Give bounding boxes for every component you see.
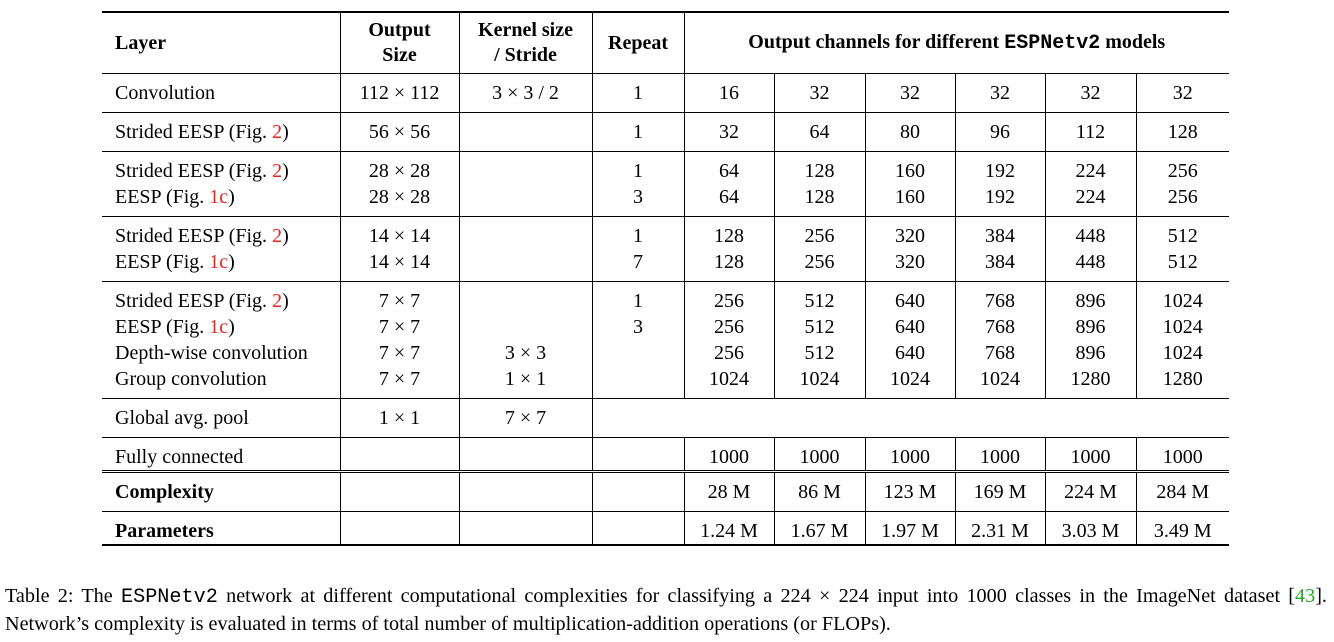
channels-cell: 1000 — [1045, 438, 1136, 472]
layer-cell: Strided EESP (Fig. 2) — [102, 152, 340, 185]
channels-cell: 224 M — [1045, 472, 1136, 512]
repeat-cell — [592, 512, 684, 546]
channels-cell: 1024 — [1162, 316, 1203, 338]
repeat-cell — [592, 472, 684, 512]
channels-cell: 96 — [955, 113, 1045, 152]
layer-cell: EESP (Fig. 1c) — [102, 249, 340, 282]
channels-cell: 123 M — [865, 472, 955, 512]
figure-ref-link[interactable]: 2 — [272, 225, 283, 247]
repeat-cell — [592, 366, 684, 399]
layer-cell: Group convolution — [102, 366, 340, 399]
kernel-stride-cell — [459, 282, 592, 315]
channels-cell: 192 — [955, 152, 1045, 185]
table-row — [102, 217, 1229, 250]
channels-cell: 32 — [955, 74, 1045, 113]
channels-cell: 80 — [865, 113, 955, 152]
channels-cell: 1024 — [955, 366, 1045, 399]
figure-ref-link[interactable]: 1c — [209, 251, 229, 273]
figure-ref-link[interactable]: 2 — [272, 290, 283, 312]
repeat-cell — [592, 399, 684, 438]
output-size-cell: 7 × 7 — [340, 282, 459, 315]
output-size-cell — [340, 472, 459, 512]
layer-cell: EESP (Fig. 1c) — [102, 314, 340, 340]
figure-ref-link[interactable]: 1c — [209, 316, 229, 338]
channels-cell: 512 — [1167, 225, 1198, 247]
channels-cell: 2.31 M — [955, 512, 1045, 546]
channels-cell: 384 — [955, 217, 1045, 250]
channels-cell — [1045, 399, 1136, 438]
channels-cell: 256 — [684, 340, 774, 366]
channels-cell — [865, 399, 955, 438]
layer-cell: Depth-wise convolution — [102, 340, 340, 366]
kernel-stride-cell — [459, 472, 592, 512]
output-size-cell: 7 × 7 — [340, 366, 459, 399]
figure-ref-link[interactable]: 1c — [209, 186, 229, 208]
channels-cell: 256 — [684, 314, 774, 340]
channels-cell: 256 — [774, 249, 865, 282]
channels-cell: 1.97 M — [865, 512, 955, 546]
repeat-cell: 3 — [592, 184, 684, 217]
output-size-cell: 1 × 1 — [340, 399, 459, 438]
layer-cell: Parameters — [102, 512, 340, 546]
channels-cell: 3.03 M — [1045, 512, 1136, 546]
channels-cell: 512 — [1136, 249, 1229, 282]
channels-cell: 128 — [684, 217, 774, 250]
channels-cell: 320 — [865, 217, 955, 250]
kernel-stride-cell — [459, 217, 592, 250]
table-row — [102, 314, 1229, 340]
repeat-cell: 7 — [592, 249, 684, 282]
repeat-cell: 3 — [592, 314, 684, 340]
repeat-cell: 1 — [592, 152, 684, 185]
repeat-cell: 1 — [592, 113, 684, 152]
channels-cell: 64 — [774, 113, 865, 152]
channels-cell: 128 — [684, 249, 774, 282]
channels-cell: 640 — [865, 340, 955, 366]
header-layer: Layer — [102, 12, 340, 74]
table-row — [102, 340, 1229, 366]
channels-cell: 3.49 M — [1153, 520, 1212, 542]
channels-cell: 32 — [865, 74, 955, 113]
channels-cell: 1000 — [1136, 438, 1229, 472]
channels-cell — [1136, 399, 1229, 438]
kernel-stride-cell — [459, 512, 592, 546]
figure-ref-link[interactable]: 2 — [272, 160, 283, 182]
channels-cell: 1024 — [1162, 342, 1203, 364]
kernel-stride-cell: 7 × 7 — [459, 399, 592, 438]
kernel-stride-cell — [459, 152, 592, 185]
channels-cell: 1024 — [865, 366, 955, 399]
repeat-cell — [592, 438, 684, 472]
channels-cell: 16 — [684, 74, 774, 113]
channels-cell: 169 M — [955, 472, 1045, 512]
channels-cell: 1024 — [1162, 290, 1203, 312]
layer-cell: EESP (Fig. 1c) — [102, 184, 340, 217]
channels-cell: 512 — [774, 314, 865, 340]
channels-cell: 64 — [684, 152, 774, 185]
channels-cell — [955, 399, 1045, 438]
table-row — [102, 282, 1229, 315]
output-size-cell: 14 × 14 — [340, 249, 459, 282]
channels-cell: 256 — [1136, 184, 1229, 217]
channels-cell: 128 — [1136, 113, 1229, 152]
channels-cell: 640 — [865, 282, 955, 315]
channels-cell: 1000 — [955, 438, 1045, 472]
channels-cell: 1024 — [774, 366, 865, 399]
layer-cell: Complexity — [102, 472, 340, 512]
channels-cell: 1000 — [774, 438, 865, 472]
channels-cell: 256 — [774, 217, 865, 250]
channels-cell — [684, 399, 774, 438]
channels-cell: 128 — [774, 184, 865, 217]
channels-cell: 320 — [865, 249, 955, 282]
channels-cell: 768 — [955, 314, 1045, 340]
header-output-size: Output Size — [340, 12, 459, 74]
table-row — [102, 113, 1229, 152]
table-row — [102, 74, 1229, 113]
output-size-cell — [340, 512, 459, 546]
output-size-cell: 112 × 112 — [340, 74, 459, 113]
header-repeat: Repeat — [592, 12, 684, 74]
channels-cell: 448 — [1045, 217, 1136, 250]
table-row — [102, 512, 1229, 546]
kernel-stride-cell — [459, 314, 592, 340]
channels-cell: 448 — [1045, 249, 1136, 282]
channels-cell: 1280 — [1136, 366, 1229, 399]
channels-cell: 32 — [1045, 74, 1136, 113]
channels-cell: 1024 — [684, 366, 774, 399]
channels-cell: 1.67 M — [774, 512, 865, 546]
channels-cell: 284 M — [1136, 472, 1229, 512]
header-row — [102, 12, 1229, 74]
repeat-cell — [592, 340, 684, 366]
output-size-cell: 14 × 14 — [340, 217, 459, 250]
channels-cell: 86 M — [774, 472, 865, 512]
channels-cell: 256 — [1167, 160, 1198, 182]
channels-cell: 160 — [865, 184, 955, 217]
repeat-cell: 1 — [592, 217, 684, 250]
channels-cell: 32 — [684, 113, 774, 152]
channels-cell: 768 — [955, 340, 1045, 366]
channels-cell: 768 — [955, 282, 1045, 315]
output-size-cell: 7 × 7 — [340, 340, 459, 366]
channels-cell: 128 — [774, 152, 865, 185]
channels-cell: 512 — [774, 340, 865, 366]
channels-cell: 1000 — [865, 438, 955, 472]
channels-cell: 224 — [1045, 152, 1136, 185]
layer-cell: Strided EESP (Fig. 2) — [102, 217, 340, 250]
channels-cell: 384 — [955, 249, 1045, 282]
output-size-cell: 28 × 28 — [340, 184, 459, 217]
channels-cell: 896 — [1045, 282, 1136, 315]
kernel-stride-cell — [459, 113, 592, 152]
channels-cell: 160 — [865, 152, 955, 185]
layer-cell: Convolution — [102, 74, 340, 113]
repeat-cell: 1 — [592, 282, 684, 315]
channels-cell: 1.24 M — [684, 512, 774, 546]
channels-cell: 512 — [774, 282, 865, 315]
output-size-cell: 56 × 56 — [340, 113, 459, 152]
citation-link[interactable]: 43 — [1295, 585, 1316, 607]
channels-cell: 112 — [1045, 113, 1136, 152]
channels-cell: 192 — [955, 184, 1045, 217]
channels-cell: 640 — [865, 314, 955, 340]
header-output-channels: Output channels for different ESPNetv2 models — [684, 12, 1229, 74]
table-row — [102, 399, 1229, 438]
channels-cell: 64 — [684, 184, 774, 217]
channels-cell: 224 — [1045, 184, 1136, 217]
kernel-stride-cell — [459, 249, 592, 282]
channels-cell: 1000 — [684, 438, 774, 472]
table-row — [102, 152, 1229, 185]
channels-cell — [774, 399, 865, 438]
table-row — [102, 438, 1229, 472]
figure-ref-link[interactable]: 2 — [272, 121, 283, 143]
output-size-cell: 28 × 28 — [340, 152, 459, 185]
channels-cell: 32 — [1136, 74, 1229, 113]
repeat-cell: 1 — [592, 74, 684, 113]
architecture-table — [102, 11, 1229, 546]
kernel-stride-cell: 3 × 3 — [459, 340, 592, 366]
channels-cell: 896 — [1045, 314, 1136, 340]
output-size-cell — [340, 438, 459, 472]
kernel-stride-cell — [459, 184, 592, 217]
channels-cell: 1280 — [1045, 366, 1136, 399]
table-row — [102, 472, 1229, 512]
channels-cell: 28 M — [684, 472, 774, 512]
output-size-cell: 7 × 7 — [340, 314, 459, 340]
kernel-stride-cell: 1 × 1 — [459, 366, 592, 399]
layer-cell: Fully connected — [102, 438, 340, 472]
table-row — [102, 249, 1229, 282]
table-caption: Table 2: The ESPNetv2 network at different computational complexities for classifying a 224 × 224 input into 1000 classes in the ImageNet dataset [43]. Network’s complexity is evaluated in terms of total number of multiplication-addition operations (or FLOPs). — [5, 585, 1327, 635]
kernel-stride-cell — [459, 438, 592, 472]
table-row — [102, 366, 1229, 399]
layer-cell: Strided EESP (Fig. 2) — [102, 282, 340, 315]
layer-cell: Strided EESP (Fig. 2) — [102, 113, 340, 152]
channels-cell: 256 — [684, 282, 774, 315]
layer-cell: Global avg. pool — [102, 399, 340, 438]
table-row — [102, 184, 1229, 217]
kernel-stride-cell: 3 × 3 / 2 — [459, 74, 592, 113]
header-kernel-stride: Kernel size / Stride — [459, 12, 592, 74]
channels-cell: 896 — [1045, 340, 1136, 366]
channels-cell: 32 — [774, 74, 865, 113]
